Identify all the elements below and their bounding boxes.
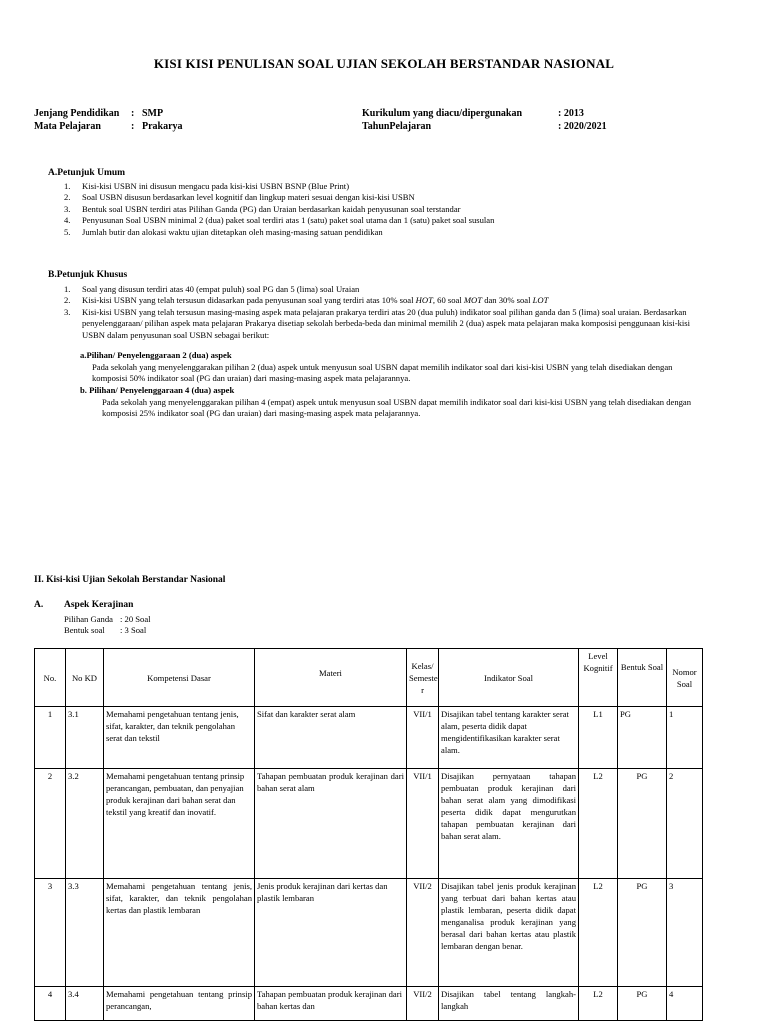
petunjuk-khusus-heading: B.Petunjuk Khusus: [48, 270, 128, 280]
sub-a-heading: a.Pilihan/ Penyelenggaraan 2 (dua) aspek: [80, 350, 232, 360]
table-row: [35, 987, 703, 1021]
cell-kelas: VII/2: [407, 879, 439, 987]
table-row: [35, 707, 703, 769]
cell-bentuk: PG: [618, 769, 667, 879]
col-header-no: No.: [35, 649, 66, 707]
list-item: 1. Kisi-kisi USBN ini disusun mengacu pada kisi-kisi USBN BSNP (Blue Print): [64, 181, 350, 191]
aspect-name: Aspek Kerajinan: [64, 600, 134, 610]
sub-b-heading: b. Pilihan/ Penyelenggaraan 4 (dua) aspek: [80, 385, 235, 395]
bentuk-label: Bentuk soal: [64, 625, 105, 635]
cell-kd: 3.2: [66, 769, 104, 879]
cell-bentuk: PG: [618, 879, 667, 987]
col-header-bentuk: Bentuk Soal: [618, 649, 667, 707]
cell-indikator: Disajikan tabel tentang langkah-langkah: [439, 987, 579, 1021]
cell-materi: Jenis produk kerajinan dari kertas dan plastik lembaran: [255, 879, 407, 987]
cell-materi: Tahapan pembuatan produk kerajinan dari bahan serat alam: [255, 769, 407, 879]
col-header-nokd: No KD: [66, 649, 104, 707]
mapel-label: Mata Pelajaran: [34, 121, 101, 132]
cell-kompetensi: Memahami pengetahuan tentang prinsip perancangan, pembuatan, dan penyajian produk kerajinan dari bahan serat dan tekstil yang kreatif dan inovatif.: [104, 769, 255, 879]
petunjuk-umum-list: [64, 181, 704, 238]
cell-level: L1: [579, 707, 618, 769]
list-item: 1. Soal yang disusun terdiri atas 40 (empat puluh) soal PG dan 5 (lima) soal Uraian: [64, 284, 360, 294]
cell-indikator: Disajikan tabel tentang karakter serat alam, peserta didik dapat mengidentifikasikan karakter serat alam.: [439, 707, 579, 769]
pg-label: Pilihan Ganda: [64, 614, 113, 624]
cell-no: 4: [35, 987, 66, 1021]
kurikulum-label: Kurikulum yang diacu/dipergunakan: [362, 108, 523, 119]
cell-kelas: VII/2: [407, 987, 439, 1021]
list-item: 4. Penyusunan Soal USBN minimal 2 (dua) paket soal terdiri atas 1 (satu) paket soal utama dan 1 (satu) paket soal susulan: [64, 215, 495, 226]
section2-heading: II. Kisi-kisi Ujian Sekolah Berstandar Nasional: [34, 575, 226, 585]
sub-a-text: Pada sekolah yang menyelenggarakan pilihan 2 (dua) aspek untuk menyusun soal USBN dapat memilih indikator soal dari kisi-kisi USBN yang telah disediakan dengan komposisi 50% indikator soal (PG dan uraian) dari masing-masing aspek mata pelajarannya.: [92, 362, 673, 384]
cell-bentuk: PG: [618, 987, 667, 1021]
table-row: [35, 769, 703, 879]
cell-kompetensi: Memahami pengetahuan tentang prinsip perancangan,: [104, 987, 255, 1021]
cell-nomor: 2: [667, 769, 703, 879]
cell-no: 1: [35, 707, 66, 769]
bentuk-value: : 3 Soal: [120, 625, 147, 635]
cell-nomor: 3: [667, 879, 703, 987]
tahun-value: : 2020/2021: [558, 121, 607, 132]
col-header-kompetensi: Kompetensi Dasar: [104, 649, 255, 707]
jenjang-value: SMP: [142, 108, 164, 119]
pg-value: : 20 Soal: [120, 614, 151, 624]
list-item: 2. Kisi-kisi USBN yang telah tersusun didasarkan pada penyusunan soal yang terdiri atas 10% soal HOT, 60 soal MOT dan 30% soal LOT: [64, 295, 549, 306]
cell-kelas: VII/1: [407, 707, 439, 769]
cell-kompetensi: Memahami pengetahuan tentang jenis, sifat, karakter, dan teknik pengolahan kertas dan plastik lembaran: [104, 879, 255, 987]
mapel-colon: :: [131, 121, 135, 132]
cell-level: L2: [579, 987, 618, 1021]
cell-nomor: 4: [667, 987, 703, 1021]
list-item: 3. Bentuk soal USBN terdiri atas Pilihan Ganda (PG) dan Uraian berdasarkan kaidah penyusunan soal terstandar: [64, 203, 461, 214]
sub-b-text: Pada sekolah yang menyelenggarakan pilihan 4 (empat) aspek untuk menyusun soal USBN dapat memilih indikator soal dari kisi-kisi USBN yang telah disediakan dengan komposisi 25% indikator soal (PG dan uraian) dari masing-masing aspek mata pelajarannya.: [102, 397, 692, 419]
tahun-label: TahunPelajaran: [362, 121, 432, 132]
kurikulum-value: : 2013: [558, 108, 584, 119]
aspect-letter: A.: [34, 600, 44, 610]
cell-no: 2: [35, 769, 66, 879]
petunjuk-umum-heading: A.Petunjuk Umum: [48, 168, 126, 178]
cell-kd: 3.3: [66, 879, 104, 987]
cell-no: 3: [35, 879, 66, 987]
cell-level: L2: [579, 769, 618, 879]
col-header-nomor: Nomor Soal: [667, 649, 703, 707]
cell-bentuk: PG: [618, 707, 667, 769]
table-row: [35, 879, 703, 987]
cell-indikator: Disajikan tabel jenis produk kerajinan yang terbuat dari bahan kertas atau plastik lembaran, peserta didik dapat menganalisa produk kerajinan yang berasal dari bahan kertas atau plastik lembaran dengan benar.: [439, 879, 579, 987]
jenjang-label: Jenjang Pendidikan: [34, 108, 120, 119]
jenjang-colon: :: [131, 108, 135, 119]
table-header-row: [35, 649, 703, 707]
cell-kelas: VII/1: [407, 769, 439, 879]
cell-kd: 3.4: [66, 987, 104, 1021]
cell-kompetensi: Memahami pengetahuan tentang jenis, sifat, karakter, dan teknik pengolahan serat dan tekstil: [104, 707, 255, 769]
cell-materi: Sifat dan karakter serat alam: [255, 707, 407, 769]
list-item: 3. Kisi-kisi USBN yang telah tersusun masing-masing aspek mata pelajaran prakarya terdiri atas 20 (dua puluh) indikator soal pilihan ganda dan 5 (lima) soal uraian. Berdasarkan penyelenggaraan/ pilihan aspek mata pelajaran Prakarya disetiap sekolah berbeda-beda dan minimal memilih 2 (dua) aspek mata pelajaran maka komposisi penggunaan kisi-kisi USBN dalam penyusunan soal USBN sebagai berikut:: [64, 306, 691, 340]
cell-nomor: 1: [667, 707, 703, 769]
col-header-materi: Materi: [255, 649, 407, 707]
col-header-indikator: Indikator Soal: [439, 649, 579, 707]
col-header-kelas: Kelas/ Semeste r: [407, 649, 439, 707]
cell-materi: Tahapan pembuatan produk kerajinan dari bahan kertas dan: [255, 987, 407, 1021]
mapel-value: Prakarya: [142, 121, 183, 132]
kisi-table: [34, 648, 703, 1021]
petunjuk-khusus-list: [64, 284, 704, 341]
cell-kd: 3.1: [66, 707, 104, 769]
list-item: 5. Jumlah butir dan alokasi waktu ujian ditetapkan oleh masing-masing satuan pendidikan: [64, 226, 383, 237]
cell-level: L2: [579, 879, 618, 987]
document-title: KISI KISI PENULISAN SOAL UJIAN SEKOLAH BERSTANDAR NASIONAL: [153, 56, 615, 71]
col-header-level: Level Kognitif: [579, 649, 618, 707]
cell-indikator: Disajikan pernyataan tahapan pembuatan produk kerajinan dari bahan serat alam yang dimodifikasi peserta didik dapat mengurutkan tahapan pembuatan kerajinan dari bahan serat alam.: [439, 769, 579, 879]
list-item: 2. Soal USBN disusun berdasarkan level kognitif dan lingkup materi sesuai dengan kisi-kisi USBN: [64, 192, 415, 203]
